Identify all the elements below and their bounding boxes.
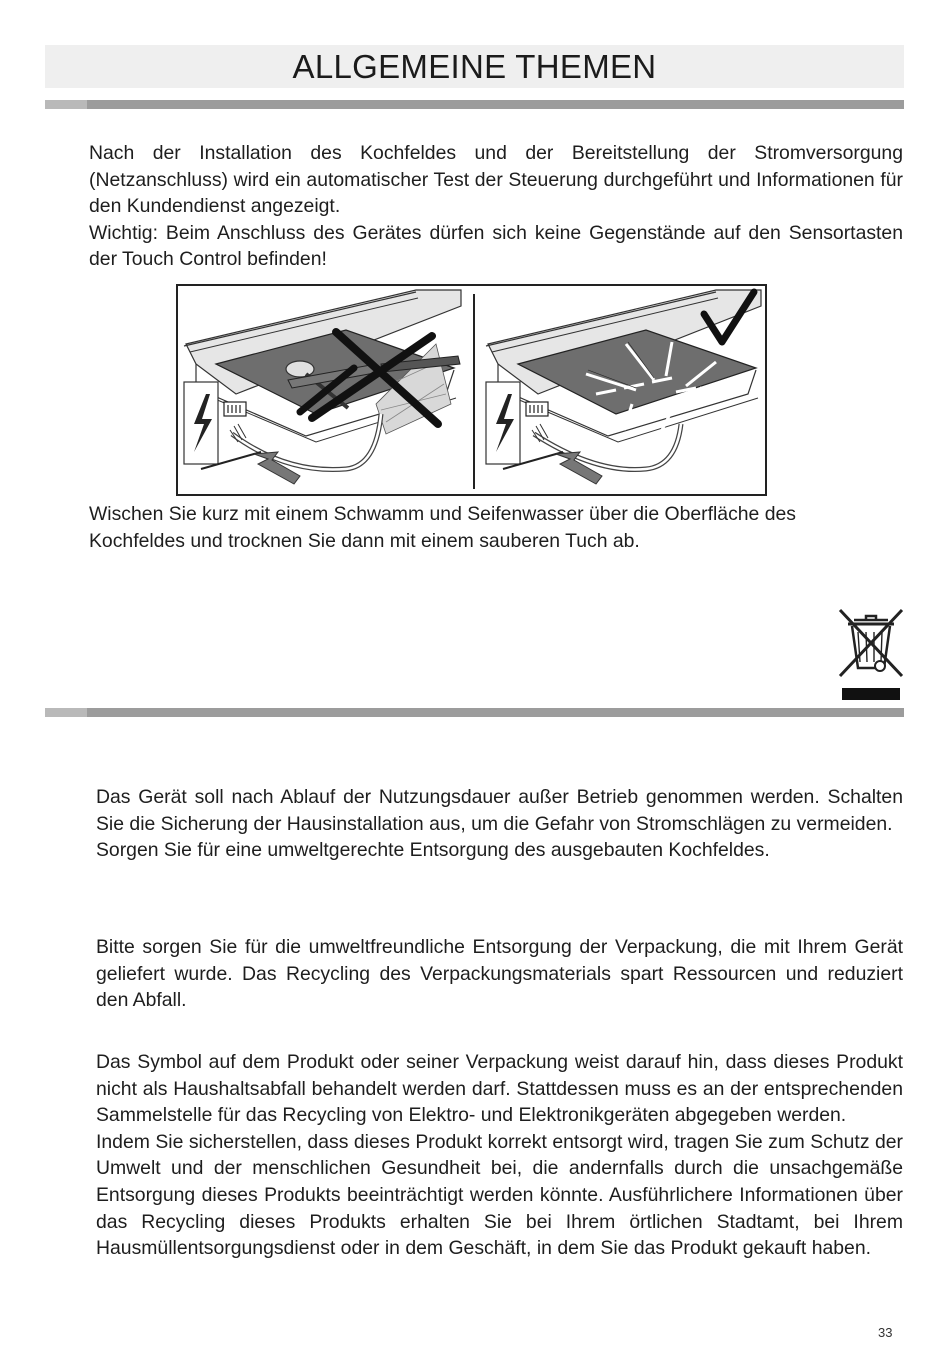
packaging-paragraph: Bitte sorgen Sie für die umweltfreundliche Entsorgung der Verpackung, die mit Ihrem Gerät geliefert wurde. Das Recycling des Verpackungsmaterials spart Ressourcen und reduziert den Abfall. <box>96 936 903 1012</box>
intro-text <box>89 140 903 273</box>
page-title: ALLGEMEINE THEMEN <box>45 45 904 88</box>
symbol-paragraph: Das Symbol auf dem Produkt oder seiner Verpackung weist darauf hin, dass dieses Produkt nicht als Haushaltsabfall behandelt werden darf. Stattdessen muss es an der entsprechenden Sammelstelle für das Recycling von Elektro- und Elektronikgeräten abgegeben werden. <box>96 1051 903 1127</box>
intro-warning-paragraph: Wichtig: Beim Anschluss des Gerätes dürfen sich keine Gegenstände auf den Sensortasten der Touch Control befinden! <box>89 221 903 271</box>
packaging-text <box>96 934 903 1014</box>
disposal-text <box>96 784 903 864</box>
disposal-environment-paragraph: Sorgen Sie für eine umweltgerechte Entsorgung des ausgebauten Kochfeldes. <box>96 839 770 862</box>
page-number: 33 <box>878 1325 893 1340</box>
symbol-info-text <box>96 1049 903 1262</box>
section-divider-disposal <box>45 708 904 717</box>
intro-paragraph: Nach der Installation des Kochfeldes und der Bereitstellung der Stromversorgung (Netzanschluss) wird ein automatischer Test der Steuerung durchgeführt und Informationen für den Kundendienst angezeigt. <box>89 142 903 218</box>
disposal-paragraph: Das Gerät soll nach Ablauf der Nutzungsdauer außer Betrieb genommen werden. Schalten Sie die Sicherung der Hausinstallation aus, um die Gefahr von Stromschlägen zu vermeiden. <box>96 786 903 835</box>
cleaning-instruction: Wischen Sie kurz mit einem Schwamm und Seifenwasser über die Oberfläche des Kochfeldes und trocknen Sie dann mit einem sauberen Tuch ab. <box>89 503 796 552</box>
section-divider-top <box>45 100 904 109</box>
crossed-bin-icon <box>836 606 906 702</box>
installation-illustration <box>176 284 767 496</box>
recycling-info-paragraph: Indem Sie sicherstellen, dass dieses Produkt korrekt entsorgt wird, tragen Sie zum Schutz der Umwelt und der menschlichen Gesundheit bei, die andernfalls durch die unsachgemäße Entsorgung dieses Produkts beeinträchtigt werden könnte. Ausführlichere Informationen über das Recycling dieses Produkts erhalten Sie bei Ihrem örtlichen Stadtamt, bei Ihrem Hausmüllentsorgungsdienst oder in dem Geschäft, in dem Sie das Produkt gekauft haben. <box>96 1130 903 1260</box>
